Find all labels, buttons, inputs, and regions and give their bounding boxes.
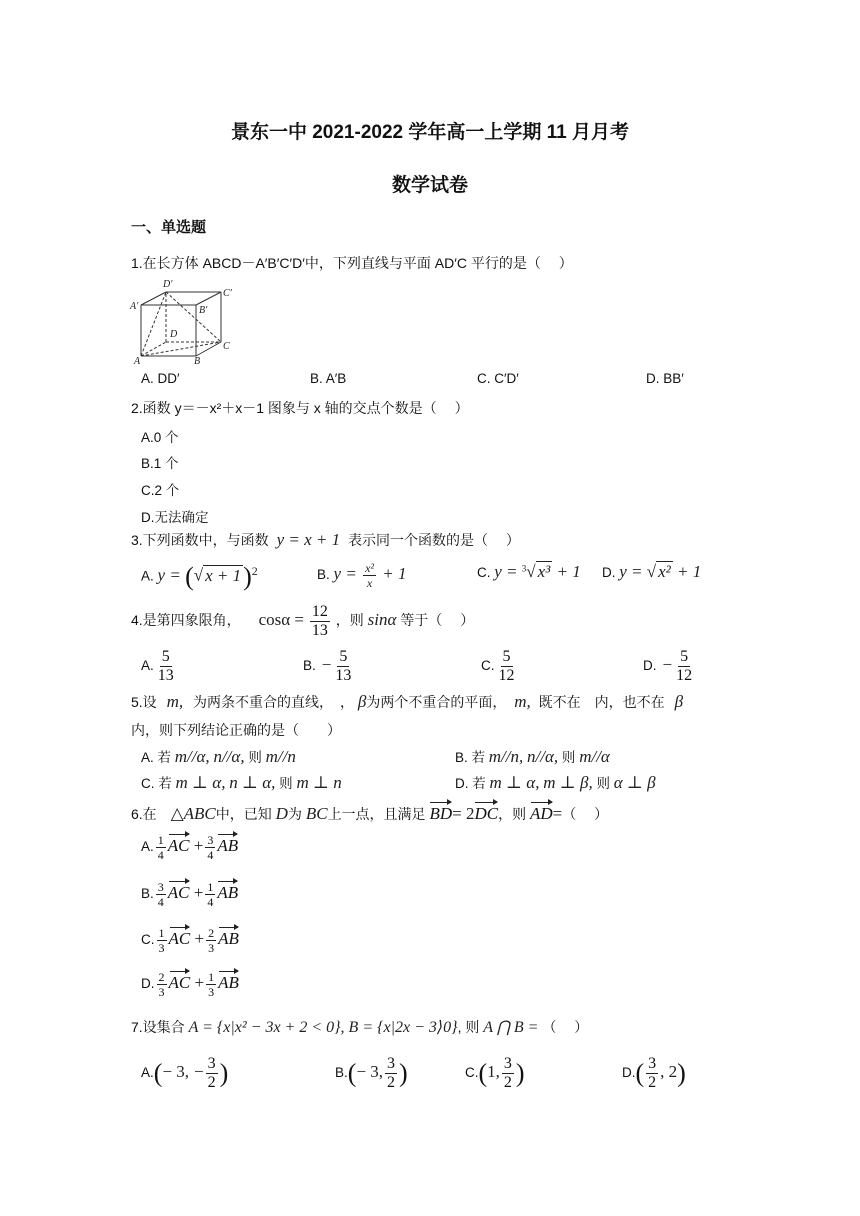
q6-c-c2d: 3 [208, 940, 215, 955]
q7-option-c: C.(1, $\frac{3}{2}$ ) [465, 1055, 525, 1091]
question-3-stem [131, 530, 520, 550]
q7-option-d: D.( $\frac{3}{2}$ , 2) [622, 1055, 686, 1091]
q6-text-f: （ ） [562, 806, 609, 822]
q5-c-label: C. 若 [141, 776, 172, 791]
q6-c-plus: + [194, 929, 205, 948]
q3-stem-post: 表示同一个函数的是（ ） [348, 532, 520, 548]
question-2-stem: 2.函数 y＝－x²＋x－1 图象与 x 轴的交点个数是（ ） [131, 400, 469, 416]
q5-d-f2: m ⊥ β, [543, 773, 593, 792]
q7-c-num: 3 [503, 1055, 512, 1072]
q2-option-b: B.1 个 [141, 456, 179, 471]
q6-b-plus: + [193, 883, 204, 902]
q6-text-e: ，则 [498, 806, 527, 822]
q6-b-vec-ac: AC [168, 879, 190, 903]
q7-a-label: A. [141, 1065, 154, 1081]
q7-b-left: − 3, [356, 1062, 384, 1082]
q6-d-c2d: 3 [208, 984, 215, 999]
q5-d-f3: α ⊥ β [613, 773, 656, 792]
label-c: C [223, 341, 230, 352]
q4-b-num: 5 [339, 648, 348, 665]
q6-d-plus: + [194, 973, 205, 992]
q6-c-c1n: 1 [158, 925, 165, 940]
q4-cos-num: 12 [311, 603, 328, 620]
q7-a-den: 2 [207, 1074, 216, 1091]
q5-b-then: 则 [561, 750, 576, 765]
q5-b-f3: m//α [579, 747, 610, 766]
q4-option-c [481, 649, 519, 684]
q6-c-label: C. [141, 932, 155, 947]
label-d: D [170, 329, 178, 340]
q7-a-sign: − [194, 1062, 204, 1082]
q6-d-c2n: 1 [208, 969, 215, 984]
q4-b-den: 13 [335, 667, 352, 684]
q5-d-f1: m ⊥ α, [489, 773, 540, 792]
q7-a-num: 3 [207, 1055, 216, 1072]
q5-text-a: 5.设 [131, 694, 157, 710]
q5-option-b [455, 746, 610, 767]
q7-c-den: 2 [503, 1074, 512, 1091]
q7-stem-pre: 7.设集合 [131, 1019, 185, 1035]
q5-a-f3: m//n [265, 747, 296, 766]
q6-a-vec-ac: AC [168, 832, 190, 856]
q7-c-label: C. [465, 1065, 479, 1081]
q6-c-vec-ac: AC [169, 925, 191, 949]
q7-d-label: D. [622, 1065, 636, 1081]
q6-a-label: A. [141, 839, 154, 854]
q4-option-a [141, 649, 178, 684]
q5-a-label: A. 若 [141, 750, 172, 765]
document-title: 景东一中 2021-2022 学年高一上学期 11 月月考 [230, 122, 630, 143]
q6-a-c1n: 1 [157, 832, 164, 847]
q7-d-den: 2 [648, 1074, 657, 1091]
q3-option-d: D. y = √ x² + 1 [602, 562, 702, 581]
q5-m2: m, [514, 692, 531, 711]
q5-m: m, [166, 692, 184, 711]
q4-c-num: 5 [502, 648, 511, 665]
q6-a-c2d: 4 [207, 847, 214, 862]
q5-a-f2: n//α, [213, 747, 245, 766]
q4-c-label: C. [481, 658, 495, 674]
q5-c-f2: n ⊥ α, [229, 773, 276, 792]
question-1-stem: 1.在长方体 ABCD－A′B′C′D′中，下列直线与平面 AD′C 平行的是（ ） [131, 255, 573, 271]
q5-a-f1: m//α, [174, 747, 210, 766]
q6-a-c2n: 3 [207, 832, 214, 847]
q5-beta: β [357, 692, 367, 711]
q6-a-c1d: 4 [157, 847, 164, 862]
q6-d-vec-ac: AC [169, 969, 191, 993]
q7-option-b: B.(− 3, $\frac{3}{2}$ ) [335, 1055, 408, 1091]
q4-b-label: B. [303, 658, 316, 674]
q2-option-a: A.0 个 [141, 430, 179, 445]
q3-stem-formula: y = x + 1 [276, 530, 341, 549]
question-6-stem [131, 800, 608, 824]
document-subtitle: 数学试卷 [391, 175, 468, 196]
label-ap: A′ [130, 301, 139, 312]
q4-option-b [303, 649, 355, 684]
q6-vec-bd: BD [429, 800, 452, 824]
q7-stem-mid: , 则 [457, 1019, 480, 1035]
q5-b-label: B. 若 [455, 750, 486, 765]
q3-label-c: C. [477, 565, 491, 580]
q3-option-b: B. y = $\frac{\text{x²}}{x}$ + 1 [317, 561, 407, 590]
q2-option-d: D.无法确定 [141, 510, 209, 525]
q6-b-c1n: 3 [157, 879, 164, 894]
q6-text-a: 6.在 [131, 806, 157, 822]
q6-vec-dc: DC [474, 800, 498, 824]
q5-c-f1: m ⊥ α, [175, 773, 226, 792]
q6-a-vec-ab: AB [217, 832, 238, 856]
q4-stem-mid: ，则 [335, 612, 364, 629]
q6-triangle: △ABC [170, 804, 216, 823]
q6-text-d: 上一点，且满足 [327, 806, 426, 822]
q7-b-label: B. [335, 1065, 348, 1081]
q7-stem-post: （ ） [542, 1019, 589, 1035]
q1-option-b: B. A′B [310, 371, 347, 386]
q5-option-d [455, 772, 656, 793]
q5-option-c [141, 772, 342, 793]
q6-bc: BC [305, 804, 328, 823]
q5-c-then: 则 [279, 776, 293, 791]
q5-a-then: 则 [248, 750, 262, 765]
q4-d-num: 5 [680, 648, 689, 665]
question-4-stem [131, 604, 474, 639]
label-bp: B′ [199, 305, 208, 316]
q5-d-label: D. 若 [455, 776, 486, 791]
q6-eq: = [552, 804, 563, 823]
q6-text-c: 为 [287, 806, 302, 822]
q5-b-f2: n//α, [527, 747, 559, 766]
q5-c-f3: m ⊥ n [296, 773, 342, 792]
q6-c-c2n: 2 [208, 925, 215, 940]
q7-d-right: 2 [668, 1062, 678, 1082]
label-cp: C′ [223, 288, 232, 299]
q4-a-num: 5 [161, 648, 170, 665]
q4-sin-label: sinα [367, 610, 397, 630]
q6-b-c2n: 1 [207, 879, 214, 894]
q4-d-den: 12 [676, 667, 693, 684]
q6-b-c2d: 4 [207, 894, 214, 909]
q6-a-plus: + [193, 836, 204, 855]
q4-b-sign: − [321, 655, 332, 675]
q6-d-c1n: 2 [158, 969, 165, 984]
q5-beta2: β [674, 692, 684, 711]
q6-eq2: = 2 [452, 804, 475, 823]
q2-option-c: C.2 个 [141, 483, 180, 498]
q1-option-a: A. DD′ [141, 371, 180, 386]
q6-d-label: D. [141, 976, 155, 991]
question-5-stem-line1 [131, 692, 683, 712]
q7-intersection: A ⋂ B = [483, 1019, 539, 1036]
q3-label-b: B. [317, 567, 330, 583]
q5-option-a [141, 746, 296, 767]
q6-vec-ad: AD [530, 800, 553, 824]
q4-a-label: A. [141, 658, 154, 674]
q6-option-d [141, 969, 239, 998]
q3-stem-pre: 3.下列函数中，与函数 [131, 532, 269, 548]
q6-c-vec-ab: AB [218, 925, 239, 949]
q5-b-f1: m//n, [488, 747, 524, 766]
q5-text-d: 既不在 内，也不在 [538, 694, 665, 710]
q3-label-d: D. [602, 565, 616, 580]
q6-option-a [141, 832, 238, 861]
q5-d-then: 则 [596, 776, 610, 791]
question-5-stem-line2: 内，则下列结论正确的是（ ） [131, 722, 341, 738]
q7-a-left: − 3, [162, 1062, 190, 1082]
q1-option-c: C. C′D′ [477, 371, 519, 386]
q4-d-sign: − [662, 655, 673, 675]
q6-option-c [141, 925, 239, 954]
q7-sets: A = {x|x² − 3x + 2 < 0}, B = {x|2x − 3⟩0} [188, 1019, 458, 1036]
q6-c-c1d: 3 [158, 940, 165, 955]
label-b: B [194, 356, 201, 366]
q4-option-d [643, 649, 696, 684]
q4-cos-den: 13 [311, 622, 328, 639]
q4-stem-post: 等于（ ） [400, 612, 475, 629]
q6-b-vec-ab: AB [217, 879, 238, 903]
q3-option-c: C. y = $^3$√ x³ + 1 [477, 562, 581, 581]
q6-d-c1d: 3 [158, 984, 165, 999]
q6-b-label: B. [141, 886, 154, 901]
q5-text-b: 为两条不重合的直线， ， [193, 694, 354, 710]
q7-option-a: A.(− 3, − $\frac{3}{2}$ ) [141, 1055, 229, 1091]
q1-option-d: D. BB′ [646, 371, 684, 386]
q3-option-a: A. y = (√ x + 1)$^2$ [141, 562, 258, 591]
label-a: A [134, 356, 141, 366]
cuboid-figure [128, 276, 240, 366]
q7-b-den: 2 [387, 1074, 396, 1091]
label-dp: D′ [163, 279, 173, 290]
q6-b-c1d: 4 [157, 894, 164, 909]
q4-a-den: 13 [157, 667, 174, 684]
q4-cos-label: cosα = [258, 610, 304, 630]
q4-c-den: 12 [498, 667, 515, 684]
q7-d-num: 3 [648, 1055, 657, 1072]
q4-stem-pre: 4.是第四象限角， [131, 612, 241, 629]
q6-d-vec-ab: AB [218, 969, 239, 993]
q6-text-b: 中，已知 [215, 806, 272, 822]
q7-b-num: 3 [387, 1055, 396, 1072]
q4-d-label: D. [643, 658, 657, 674]
q6-option-b [141, 879, 238, 908]
section-heading: 一、单选题 [131, 219, 207, 236]
q6-d: D [275, 804, 288, 823]
q3-label-a: A. [141, 568, 154, 584]
q5-text-c: 为两个不重合的平面， [366, 694, 507, 710]
question-7-stem [131, 1017, 588, 1037]
q7-c-left: 1, [487, 1062, 500, 1082]
